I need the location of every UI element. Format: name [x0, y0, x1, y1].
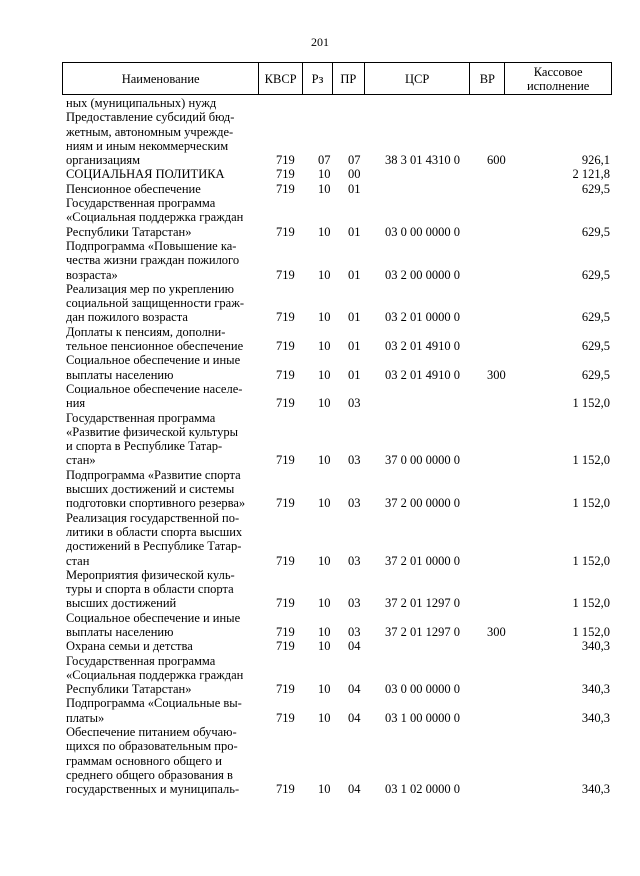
row-name: [66, 568, 258, 611]
row-name-line: достижений в Республике Татар-: [66, 539, 242, 554]
row-rz: 10: [318, 167, 331, 182]
row-name: [66, 611, 258, 640]
row-pr: 01: [348, 339, 361, 354]
row-name-line: туры и спорта в области спорта: [66, 582, 234, 597]
row-csr: 37 2 00 0000 0: [385, 496, 460, 511]
page-number: 201: [311, 35, 329, 49]
row-name-line: Социальное обеспечение и иные: [66, 610, 241, 625]
row-name: [66, 239, 258, 282]
row-csr: 37 0 00 0000 0: [385, 453, 460, 468]
row-sum: 629,5: [581, 181, 610, 196]
row-name-line: высших достижений: [66, 596, 177, 611]
row-name-line: ния: [66, 396, 86, 411]
row-kvsr: 719: [276, 224, 295, 239]
row-rz: 10: [318, 396, 331, 411]
row-name-line: Республики Татарстан»: [66, 224, 192, 239]
row-rz: 10: [318, 496, 331, 511]
row-rz: 10: [318, 453, 331, 468]
row-pr: 01: [348, 310, 361, 325]
row-name-line: Доплаты к пенсиям, дополни-: [66, 324, 226, 339]
row-sum: 340,3: [581, 682, 610, 697]
row-csr: 03 0 00 0000 0: [385, 224, 460, 239]
row-rz: 07: [318, 153, 331, 168]
row-name-line: выплаты населению: [66, 624, 174, 639]
row-pr: 04: [348, 639, 361, 654]
table-row: [0, 353, 640, 382]
row-kvsr: 719: [276, 267, 295, 282]
table-row: [0, 110, 640, 167]
row-csr: 03 2 01 0000 0: [385, 310, 460, 325]
row-name: [66, 468, 258, 511]
row-name-line: «Развитие физической культуры: [66, 424, 238, 439]
row-rz: 10: [318, 267, 331, 282]
row-name-line: Реализация государственной по-: [66, 510, 240, 525]
row-name-line: Государственная программа: [66, 653, 216, 668]
row-name: [66, 696, 258, 725]
row-name-line: Подпрограмма «Социальные вы-: [66, 696, 242, 711]
row-sum: 629,5: [581, 224, 610, 239]
row-pr: 04: [348, 782, 361, 797]
row-name-line: и спорта в Республике Татар-: [66, 439, 223, 454]
row-kvsr: 719: [276, 167, 295, 182]
row-kvsr: 719: [276, 367, 295, 382]
table-row: [0, 282, 640, 325]
row-name-line: организациям: [66, 153, 141, 168]
row-rz: 10: [318, 181, 331, 196]
row-csr: 03 2 01 4910 0: [385, 367, 460, 382]
row-sum: 926,1: [581, 153, 610, 168]
row-rz: 10: [318, 710, 331, 725]
row-name-line: платы»: [66, 710, 105, 725]
row-name: [66, 353, 258, 382]
row-name-line: Республики Татарстан»: [66, 682, 192, 697]
row-name-line: щихся по образовательным про-: [66, 739, 238, 754]
row-pr: 03: [348, 624, 361, 639]
header-kvsr: КВСР: [259, 63, 303, 94]
header-vr: ВР: [470, 63, 505, 94]
row-vr: 600: [487, 153, 506, 168]
row-name-line: Обеспечение питанием обучаю-: [66, 725, 237, 740]
row-name-line: Охрана семьи и детства: [66, 639, 193, 654]
row-kvsr: 719: [276, 710, 295, 725]
header-rz: Рз: [303, 63, 333, 94]
row-name-line: Предоставление субсидий бюд-: [66, 110, 235, 125]
row-rz: 10: [318, 339, 331, 354]
row-name-line: дан пожилого возраста: [66, 310, 188, 325]
row-vr: 300: [487, 367, 506, 382]
table-row: [0, 96, 640, 110]
row-name-line: чества жизни граждан пожилого: [66, 253, 240, 268]
table-row: [0, 696, 640, 725]
row-name-line: тельное пенсионное обеспечение: [66, 339, 244, 354]
row-name-line: «Социальная поддержка граждан: [66, 667, 244, 682]
row-kvsr: 719: [276, 396, 295, 411]
row-name-line: Подпрограмма «Повышение ка-: [66, 238, 237, 253]
row-name-line: социальной защищенности граж-: [66, 296, 244, 311]
row-pr: 01: [348, 181, 361, 196]
row-name-line: литики в области спорта высших: [66, 524, 243, 539]
row-kvsr: 719: [276, 682, 295, 697]
row-name-line: СОЦИАЛЬНАЯ ПОЛИТИКА: [66, 167, 225, 182]
header-name: Наименование: [63, 63, 259, 94]
table-row: [0, 568, 640, 611]
row-kvsr: 719: [276, 181, 295, 196]
row-pr: 04: [348, 682, 361, 697]
row-kvsr: 719: [276, 339, 295, 354]
row-rz: 10: [318, 310, 331, 325]
row-kvsr: 719: [276, 782, 295, 797]
row-csr: 37 2 01 1297 0: [385, 624, 460, 639]
header-pr: ПР: [333, 63, 365, 94]
row-name-line: высших достижений и системы: [66, 482, 235, 497]
row-name-line: стан: [66, 553, 90, 568]
row-sum: 629,5: [581, 339, 610, 354]
row-sum: 340,3: [581, 782, 610, 797]
row-rz: 10: [318, 639, 331, 654]
row-rz: 10: [318, 624, 331, 639]
row-name-line: государственных и муниципаль-: [66, 782, 240, 797]
table-row: [0, 167, 640, 181]
row-kvsr: 719: [276, 453, 295, 468]
table-row: [0, 511, 640, 568]
table-row: [0, 196, 640, 239]
table-row: [0, 611, 640, 640]
row-name-line: ных (муниципальных) нужд: [66, 96, 217, 110]
row-pr: 07: [348, 153, 361, 168]
row-name-line: среднего общего образования в: [66, 767, 233, 782]
row-sum: 2 121,8: [572, 167, 610, 182]
row-pr: 01: [348, 367, 361, 382]
row-name-line: Государственная программа: [66, 410, 216, 425]
row-pr: 04: [348, 710, 361, 725]
row-kvsr: 719: [276, 624, 295, 639]
table-row: [0, 654, 640, 697]
header-csr: ЦСР: [365, 63, 471, 94]
row-csr: 03 0 00 0000 0: [385, 682, 460, 697]
row-sum: 1 152,0: [572, 553, 610, 568]
row-name-line: Социальное обеспечение населе-: [66, 381, 243, 396]
row-sum: 340,3: [581, 639, 610, 654]
row-name: [66, 325, 258, 354]
table-row: [0, 382, 640, 411]
row-pr: 03: [348, 396, 361, 411]
row-csr: 38 3 01 4310 0: [385, 153, 460, 168]
row-kvsr: 719: [276, 553, 295, 568]
row-pr: 01: [348, 267, 361, 282]
row-name-line: граммам основного общего и: [66, 753, 222, 768]
table-body: [0, 96, 640, 797]
row-csr: 37 2 01 1297 0: [385, 596, 460, 611]
row-csr: 37 2 01 0000 0: [385, 553, 460, 568]
row-sum: 340,3: [581, 710, 610, 725]
row-name: [66, 654, 258, 697]
row-rz: 10: [318, 682, 331, 697]
row-pr: 03: [348, 453, 361, 468]
row-rz: 10: [318, 596, 331, 611]
row-name-line: «Социальная поддержка граждан: [66, 210, 244, 225]
table-row: [0, 182, 640, 196]
row-name-line: ниям и иным некоммерческим: [66, 138, 229, 153]
row-pr: 03: [348, 496, 361, 511]
row-name-line: Пенсионное обеспечение: [66, 181, 201, 196]
row-name-line: стан»: [66, 453, 96, 468]
row-name: [66, 282, 258, 325]
row-sum: 629,5: [581, 367, 610, 382]
row-pr: 03: [348, 596, 361, 611]
row-kvsr: 719: [276, 596, 295, 611]
row-name-line: выплаты населению: [66, 367, 174, 382]
row-sum: 1 152,0: [572, 496, 610, 511]
row-name-line: Подпрограмма «Развитие спорта: [66, 467, 241, 482]
row-vr: 300: [487, 624, 506, 639]
row-name: [66, 725, 258, 796]
row-csr: 03 2 01 4910 0: [385, 339, 460, 354]
row-name-line: Мероприятия физической куль-: [66, 567, 235, 582]
row-name-line: Государственная программа: [66, 196, 216, 211]
row-name: [66, 167, 258, 181]
row-name-line: подготовки спортивного резерва»: [66, 496, 246, 511]
row-name: [66, 511, 258, 568]
row-csr: 03 1 02 0000 0: [385, 782, 460, 797]
row-csr: 03 1 00 0000 0: [385, 710, 460, 725]
row-name: [66, 411, 258, 468]
row-csr: 03 2 00 0000 0: [385, 267, 460, 282]
row-name-line: возраста»: [66, 267, 118, 282]
row-sum: 1 152,0: [572, 453, 610, 468]
row-kvsr: 719: [276, 496, 295, 511]
row-pr: 03: [348, 553, 361, 568]
row-name: [66, 182, 258, 196]
row-rz: 10: [318, 367, 331, 382]
row-rz: 10: [318, 553, 331, 568]
row-name: [66, 110, 258, 167]
row-rz: 10: [318, 782, 331, 797]
row-pr: 01: [348, 224, 361, 239]
row-kvsr: 719: [276, 639, 295, 654]
row-kvsr: 719: [276, 153, 295, 168]
table-row: [0, 468, 640, 511]
row-sum: 1 152,0: [572, 624, 610, 639]
table-row: [0, 411, 640, 468]
row-sum: 629,5: [581, 267, 610, 282]
table-row: [0, 725, 640, 797]
row-kvsr: 719: [276, 310, 295, 325]
row-name-line: жетным, автономным учрежде-: [66, 124, 234, 139]
row-pr: 00: [348, 167, 361, 182]
row-sum: 1 152,0: [572, 596, 610, 611]
table-row: [0, 639, 640, 653]
table-row: [0, 325, 640, 354]
row-name: [66, 382, 258, 411]
row-name-line: Социальное обеспечение и иные: [66, 353, 241, 368]
row-rz: 10: [318, 224, 331, 239]
row-sum: 629,5: [581, 310, 610, 325]
row-sum: 1 152,0: [572, 396, 610, 411]
row-name: [66, 196, 258, 239]
row-name: [66, 639, 258, 653]
table-header: [62, 62, 612, 95]
table-row: [0, 239, 640, 282]
row-name-line: Реализация мер по укреплению: [66, 281, 235, 296]
header-sum: Кассовое исполнение: [526, 64, 590, 93]
row-name: [66, 96, 258, 110]
